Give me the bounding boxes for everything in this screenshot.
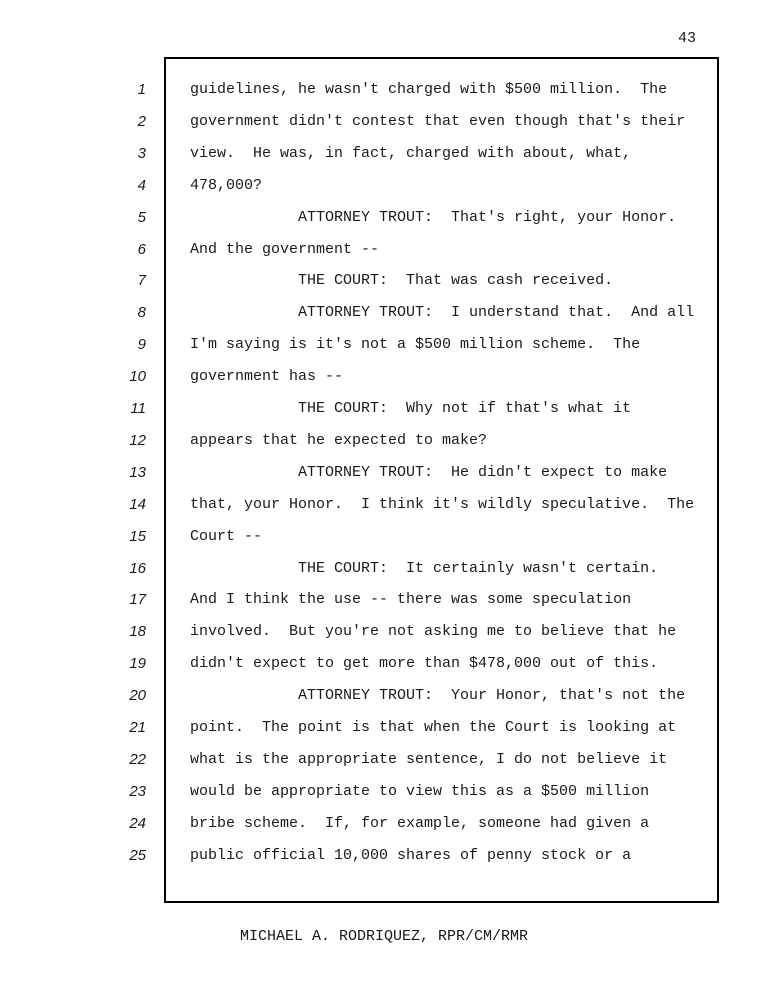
line-number: 23 [129,782,146,800]
transcript-line: And I think the use -- there was some speculation [190,591,632,609]
page-number: 43 [677,30,696,47]
transcript-line: THE COURT: It certainly wasn't certain. [190,559,659,577]
transcript-line: ATTORNEY TROUT: Your Honor, that's not the [190,687,686,705]
transcript-line: government didn't contest that even though that's their [190,112,686,130]
line-number: 21 [129,719,146,736]
line-number: 22 [129,750,146,768]
transcript-line: ATTORNEY TROUT: He didn't expect to make [190,463,668,481]
transcript-line: THE COURT: That was cash received. [190,272,614,290]
transcript-line: point. The point is that when the Court is looking at [190,719,677,736]
transcript-line: that, your Honor. I think it's wildly speculative. The [190,495,695,513]
line-number: 14 [129,495,146,513]
transcript-line: didn't expect to get more than $478,000 out of this. [190,655,659,673]
transcript-line: government has -- [190,368,344,386]
transcript-line: involved. But you're not asking me to believe that he [190,623,677,641]
line-number: 3 [137,144,146,162]
transcript-line: I'm saying is it's not a $500 million scheme. The [190,336,641,354]
line-number: 25 [129,846,146,864]
line-number: 5 [137,208,146,226]
line-number: 1 [137,81,146,98]
transcript-line: 478,000? [190,176,263,194]
line-number: 2 [137,112,146,130]
transcript-line: guidelines, he wasn't charged with $500 million. The [190,81,668,98]
transcript-line: Court -- [190,527,263,545]
line-number: 20 [129,687,146,705]
line-number: 12 [129,431,146,449]
line-number: 13 [129,463,146,481]
transcript-line: THE COURT: Why not if that's what it [190,400,632,417]
transcript-line: ATTORNEY TROUT: That's right, your Honor. [190,208,677,226]
line-number: 6 [137,240,146,258]
transcript-line: what is the appropriate sentence, I do not believe it [190,750,668,768]
line-number: 10 [129,368,146,386]
line-number: 7 [137,272,146,290]
transcript-line: appears that he expected to make? [190,431,488,449]
line-number: 4 [137,176,146,194]
transcript-line: ATTORNEY TROUT: I understand that. And all [190,304,695,322]
line-number: 24 [129,814,146,832]
line-number: 11 [130,400,146,417]
transcript-line: public official 10,000 shares of penny stock or a [190,846,632,864]
transcript-line: view. He was, in fact, charged with about, what, [190,144,632,162]
line-number: 18 [129,623,146,641]
reporter-footer: MICHAEL A. RODRIQUEZ, RPR/CM/RMR [239,928,529,945]
transcript-line: bribe scheme. If, for example, someone had given a [190,814,650,832]
transcript-line: And the government -- [190,240,380,258]
transcript-line: would be appropriate to view this as a $500 million [190,782,650,800]
line-number: 9 [137,336,146,354]
line-number: 17 [129,591,146,609]
line-number: 8 [137,304,146,322]
line-number: 16 [129,559,146,577]
line-number: 15 [129,527,146,545]
line-number: 19 [129,655,146,673]
